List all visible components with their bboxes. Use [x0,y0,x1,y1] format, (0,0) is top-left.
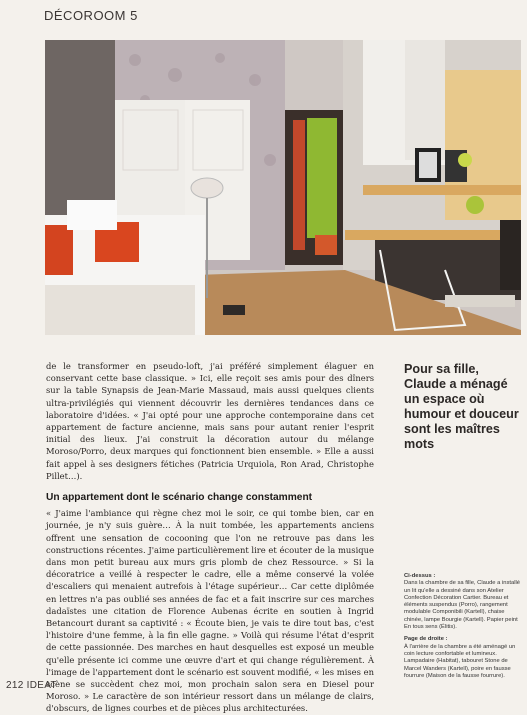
body-paragraph-1: de le transformer en pseudo-loft, j'ai préféré simplement élaguer en conservant cette base classique. » Ici, elle reçoit ses amis pour des dîners sur la table Synapsis de Jean-Marie Massaud, mais aussi quelques clients ultra-privilégiés qui viennent découvrir les dernières tendances dans ce laboratoire d'idées. « J'ai opté pour une approche contemporaine dans cet appartement de facture ancienne, mais sans pour autant renier l'esprit initial des lieux. J'ai construit la décoration autour du mélange Moroso/Porro, deux marques qui fonctionnent bien ensemble. » Elle a aussi fait appel à ses designers fétiches (Patricia Urquiola, Ron Arad, Christophe Pillet…). [46,361,374,481]
caption-title-right: Page de droite : [404,636,448,643]
article-body [46,360,374,715]
caption-text-right: À l'arrière de la chambre a été aménagé un coin lecture confortable et lumineux. Lampadaire (Habitat), tabouret Stone de Marcel Wanders (Kartell), poire en fausse fourrure (Maison de la fausse fourrure). [404,643,516,679]
bedroom-photo [45,40,521,335]
section-header: DÉCOROOM 5 [44,8,138,23]
page-footer: 212 IDEAT [6,680,57,691]
body-paragraph-2: « J'aime l'ambiance qui règne chez moi le soir, ce qui tombe bien, car en journée, je n'y suis guère… À la nuit tombée, les appartements anciens offrent une sensation de cocooning que l'on ne retrouve pas dans les constructions récentes. J'aime particulièrement lire et écouter de la musique dans mon petit bureau aux murs gris plomb de chez Ressource. » Si la décoratrice a veillé à respecter le cadre, elle a même conservé la volée d'escaliers qui menaient autrefois à l'étage supérieur… Car cette diplômée en lettres n'a pas oublié ses années de fac et a fait inscrire sur ces marches dadaïstes une citation de Florence Aubenas écrite en soutien à Ingrid Betancourt durant sa captivité : « Écoute bien, je vais te dire tout bas, c'est l'histoire d'une femme, à la fin elle gagne. » Voilà qui résume l'état d'esprit de cette passionnée. Des marches en haut desquelles est exposé un meuble qu'elle présente ici comme une œuvre d'art et qui change régulièrement. À l'image de l'appartement dont le scénario est souvent modifié, « les mises en scène se succèdent chez moi, mon prochain salon sera en Diesel pour Moroso. » Le caractère de son intérieur ressort dans un mélange de clairs, d'obscurs, de lignes courbes et de pièces plus architecturées. [46,508,374,714]
pull-quote: Pour sa fille, Claude a ménagé un espace où humour et douceur sont les maîtres mots [404,362,519,451]
caption-title-above: Ci-dessus : [404,573,436,579]
article-subheading: Un appartement dont le scénario change constamment [46,492,313,504]
photo-captions [404,573,520,685]
caption-text-above: Dans la chambre de sa fille, Claude a installé un lit qu'elle a dessiné dans son Atelier Confection Décoration Cartier. Bureau et éléments suspendus (Porro), rangement modulable Componibili (Kartell), chaise chinée, lampe Bourgie (Kartell). Papier peint En tous sens (Élitis). [404,580,521,631]
